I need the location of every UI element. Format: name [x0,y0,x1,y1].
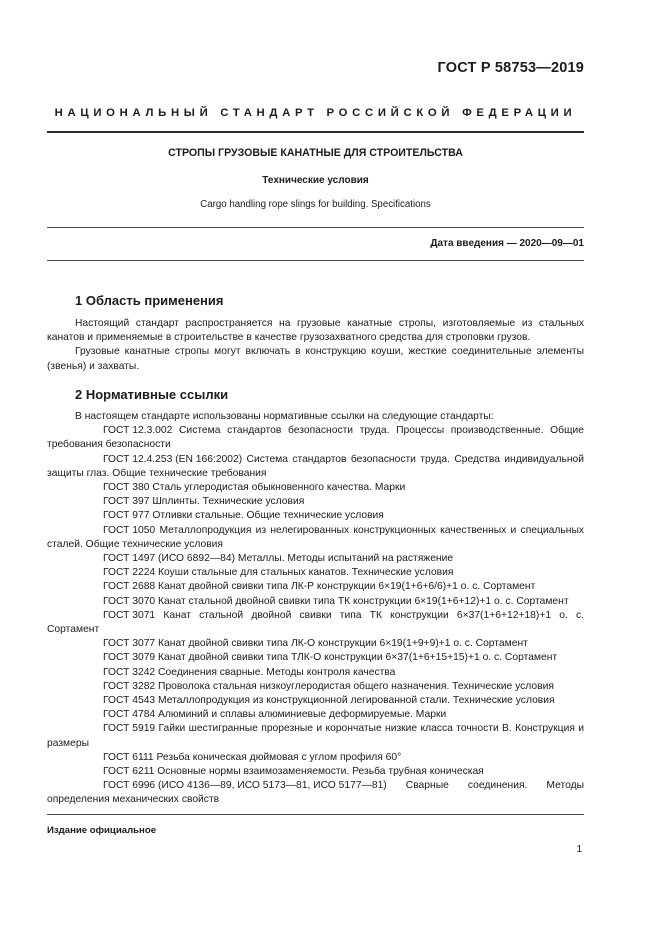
reference-code: ГОСТ 3282 [103,680,156,692]
reference-item [47,694,584,708]
reference-code: ГОСТ 5919 [103,723,156,735]
reference-code: ГОСТ 6111 [103,751,154,763]
reference-title: Система стандартов безопасности труда. Средства индивидуальной защиты глаз. Общие технические требования [47,453,584,479]
reference-title: Система стандартов безопасности труда. Процессы производственные. Общие требования безопасности [47,425,584,451]
reference-title: Проволока стальная низкоуглеродистая общего назначения. Технические условия [158,680,554,692]
title-divider [47,227,584,228]
section1-paragraph: Настоящий стандарт распространяется на грузовые канатные стропы, изготовляемые из стальных канатов и применяемые в строительстве в качестве грузозахватного средства для строповки грузов. [47,318,584,344]
reference-item [47,680,584,694]
official-edition-label: Издание официальное [47,825,157,836]
section1-heading: 1 Область применения [75,293,224,308]
reference-code: ГОСТ 380 [103,482,150,494]
section1-body [47,317,584,374]
page-number: 1 [576,844,582,855]
reference-title: Канат двойной свивки типа ЛК-Р конструкции 6×19(1+6+6/6)+1 о. с. Сортамент [158,581,536,593]
reference-code: ГОСТ 2224 [103,567,156,579]
reference-title: Металлы. Методы испытаний на растяжение [237,553,454,565]
reference-code: ГОСТ 12.3.002 [103,425,173,437]
reference-title: Металлопродукция из конструкционной легированной стали. Технические условия [158,695,555,707]
reference-item [47,509,584,523]
reference-item [47,595,584,609]
national-standard-banner: НАЦИОНАЛЬНЫЙ СТАНДАРТ РОССИЙСКОЙ ФЕДЕРАЦИИ [54,107,577,119]
reference-code: ГОСТ 397 [103,496,150,508]
reference-code: ГОСТ 6996 (ИСО 4136—89, ИСО 5173—81, ИСО 5177—81) [103,780,387,792]
normative-references [47,410,584,808]
reference-item [47,495,584,509]
footer-divider [47,814,584,815]
reference-item [47,666,584,680]
reference-title: Канат двойной свивки типа ЛК-О конструкции 6×19(1+9+9)+1 о. с. Сортамент [158,638,528,650]
reference-item [47,708,584,722]
reference-item [47,552,584,566]
reference-title: Сталь углеродистая обыкновенного качества. Марки [152,482,406,494]
reference-item [47,609,584,637]
reference-title: Гайки шестигранные прорезные и корончатые низкие класса точности В. Конструкция и размеры [47,723,584,749]
reference-title: Алюминий и сплавы алюминиевые деформируемые. Марки [158,709,447,721]
reference-code: ГОСТ 12.4.253 (EN 166:2002) [103,453,243,465]
references-intro: В настоящем стандарте использованы нормативные ссылки на следующие стандарты: [75,411,494,422]
reference-code: ГОСТ 3242 [103,666,156,678]
reference-code: ГОСТ 1497 (ИСО 6892—84) [103,553,236,565]
reference-item [47,722,584,750]
section2-heading: 2 Нормативные ссылки [75,387,229,402]
reference-code: ГОСТ 2688 [103,581,156,593]
reference-item [47,651,584,665]
date-divider [47,260,584,261]
reference-code: ГОСТ 3077 [103,638,156,650]
reference-title: Сварные соединения. Методы определения механических свойств [47,780,584,806]
reference-code: ГОСТ 4543 [103,695,156,707]
english-title: Cargo handling rope slings for building. Specifications [200,199,431,210]
reference-code: ГОСТ 6211 [103,766,155,778]
section1-paragraph: Грузовые канатные стропы могут включать в конструкцию коуши, жесткие соединительные элементы (звенья) и захваты. [47,346,584,372]
reference-title: Канат стальной двойной свивки типа ТК конструкции 6×19(1+6+12)+1 о. с. Сортамент [158,595,569,607]
reference-title: Резьба коническая дюймовая с углом профиля 60° [156,751,402,763]
reference-code: ГОСТ 1050 [103,524,156,536]
reference-code: ГОСТ 3079 [103,652,156,664]
reference-code: ГОСТ 4784 [103,709,156,721]
reference-title: Канат стальной двойной свивки типа ТК конструкции 6×37(1+6+12+18)+1 о. с. Сортамент [47,609,584,636]
reference-title: Канат двойной свивки типа ТЛК-О конструкции 6×37(1+6+15+15)+1 о. с. Сортамент [158,652,558,664]
references-list [47,424,584,807]
reference-item [47,566,584,580]
reference-code: ГОСТ 3070 [103,595,156,607]
effective-date: Дата введения — 2020—09—01 [430,238,584,249]
standard-title: СТРОПЫ ГРУЗОВЫЕ КАНАТНЫЕ ДЛЯ СТРОИТЕЛЬСТВА [168,147,463,159]
reference-code: ГОСТ 3071 [103,609,156,621]
reference-item [47,751,584,765]
reference-code: ГОСТ 977 [103,510,150,522]
reference-item [47,481,584,495]
reference-item [47,524,584,552]
reference-item [47,765,584,779]
reference-item [47,453,584,481]
reference-title: Основные нормы взаимозаменяемости. Резьба трубная коническая [157,766,484,778]
reference-title: Коуши стальные для стальных канатов. Технические условия [158,567,454,579]
reference-title: Соединения сварные. Методы контроля качества [158,666,396,678]
reference-title: Металлопродукция из нелегированных конструкционных качественных и специальных сталей. Общие технические условия [47,524,584,550]
standard-subtitle: Технические условия [262,175,369,186]
document-code: ГОСТ Р 58753—2019 [437,60,584,76]
reference-item [47,779,584,807]
reference-title: Отливки стальные. Общие технические условия [152,510,384,522]
header-divider [47,131,584,133]
reference-title: Шплинты. Технические условия [152,496,305,508]
reference-item [47,637,584,651]
reference-item [47,424,584,452]
reference-item [47,580,584,594]
